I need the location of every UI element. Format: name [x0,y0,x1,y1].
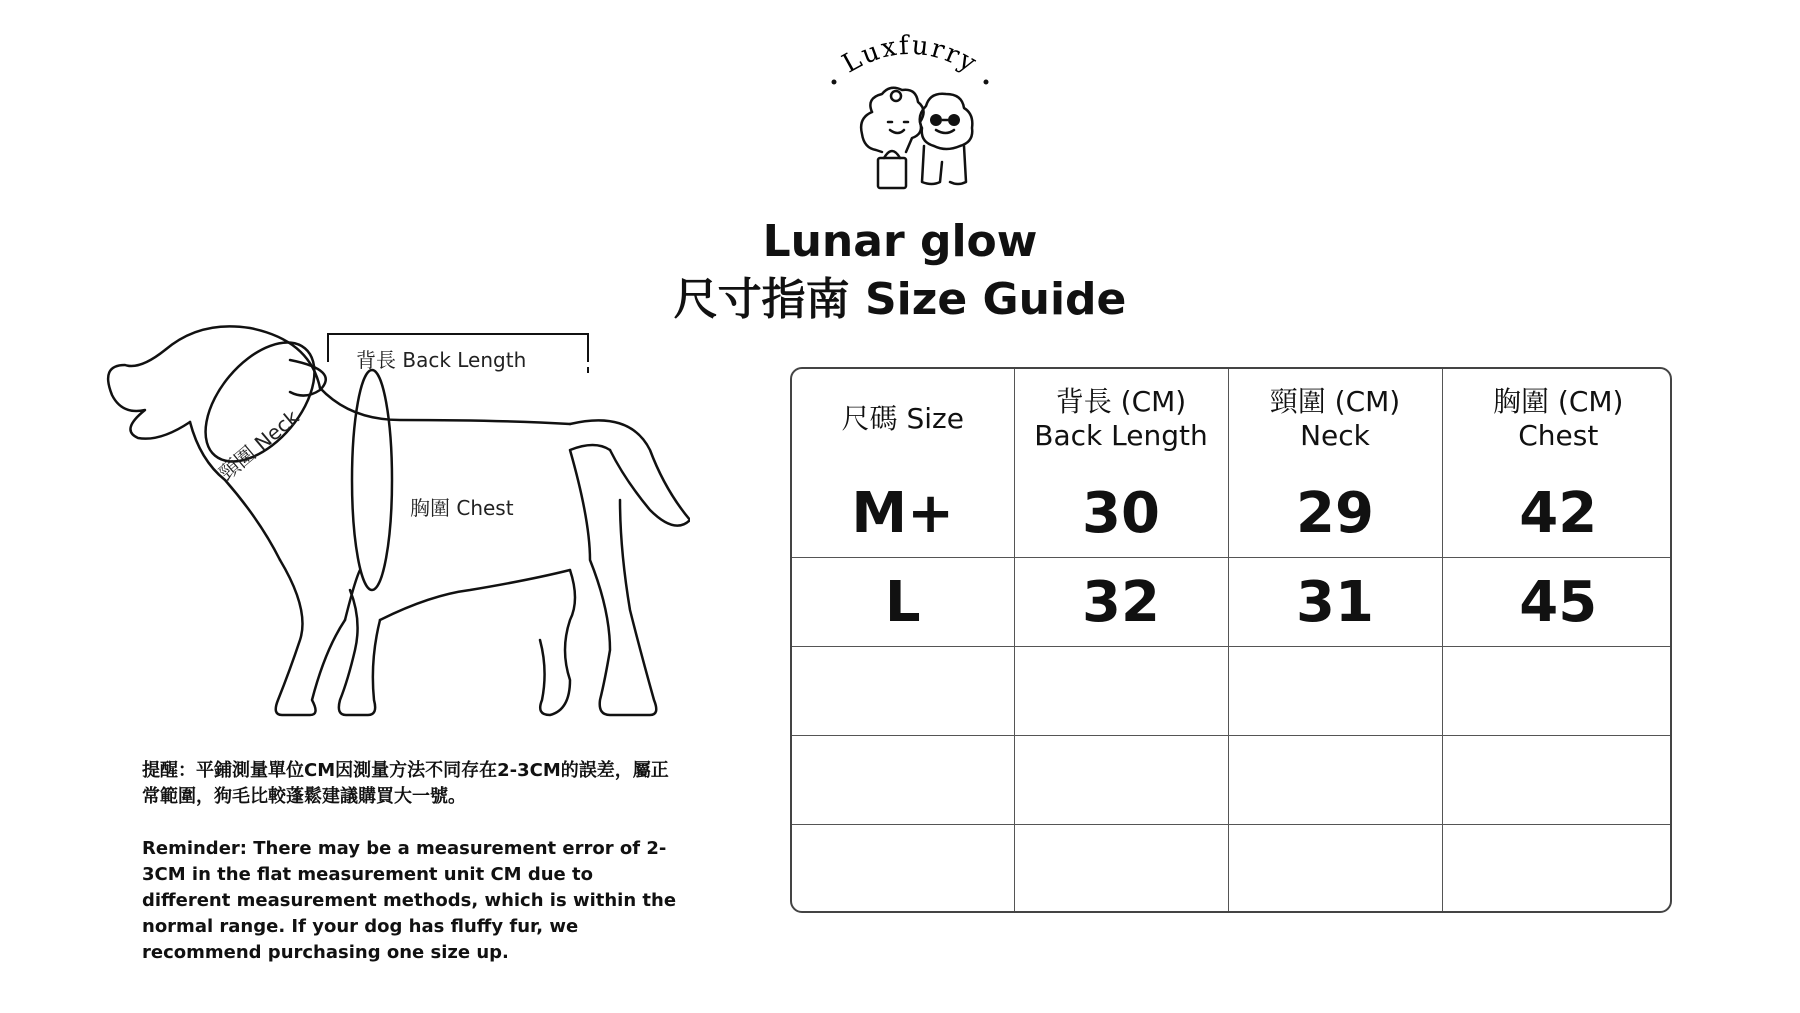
table-cell [792,736,1014,825]
two-dogs-logo-icon [820,30,1000,210]
column-header-line: 尺碼 Size [841,402,964,435]
product-title: Lunar glow [762,216,1038,267]
table-cell: 45 [1442,558,1672,647]
table-cell [1442,647,1672,736]
table-header-row [792,369,1672,469]
column-header-line: Neck [1300,419,1370,452]
size-table [790,367,1672,913]
table-cell [1228,647,1442,736]
size-guide-title: 尺寸指南 Size Guide [673,274,1127,325]
brand-logo [820,30,1000,210]
column-header-line: 頸圍 (CM) [1269,385,1401,418]
table-cell: 42 [1442,469,1672,558]
reminder-en: Reminder: There may be a measurement error of 2-3CM in the flat measurement unit CM due to different measurement methods, which is within the normal range. If your dog has fluffy fur, we recommend purchasing one size up. [142,838,677,963]
table-cell [1442,825,1672,914]
table-cell: 32 [1014,558,1228,647]
column-header-chest [1442,369,1672,469]
column-header-line: Back Length [1034,419,1208,452]
back-length-label: 背長 Back Length [356,348,527,372]
table-row [792,825,1672,914]
column-header-line: Chest [1518,419,1599,452]
column-header-line: 背長 (CM) [1055,385,1187,418]
dog-measurement-diagram [50,320,690,740]
brand-name: Luxfurry [837,30,983,80]
table-cell [1014,736,1228,825]
column-header-back-length [1014,369,1228,469]
table-cell [1228,736,1442,825]
table-row [792,469,1672,558]
table-row [792,736,1672,825]
chest-label: 胸圍 Chest [410,496,514,520]
table-row [792,558,1672,647]
table-cell: 29 [1228,469,1442,558]
table-cell: 31 [1228,558,1442,647]
table-cell: M+ [792,469,1014,558]
column-header-size [792,369,1014,469]
table-cell [792,647,1014,736]
reminder-zh: 提醒：平鋪測量單位CM因測量方法不同存在2-3CM的誤差，屬正常範圍，狗毛比較蓬鬆建議購買大一號。 [142,760,669,807]
table-cell [1228,825,1442,914]
table-cell [1014,647,1228,736]
reminder-notes [142,758,682,966]
table-cell [1014,825,1228,914]
table-cell: 30 [1014,469,1228,558]
column-header-line: 胸圍 (CM) [1493,385,1624,418]
neck-label: 頸圍 Neck [214,404,304,486]
column-header-neck [1228,369,1442,469]
table-cell: L [792,558,1014,647]
table-cell [792,825,1014,914]
dog-outline-icon [50,320,690,740]
table-row [792,647,1672,736]
table-cell [1442,736,1672,825]
